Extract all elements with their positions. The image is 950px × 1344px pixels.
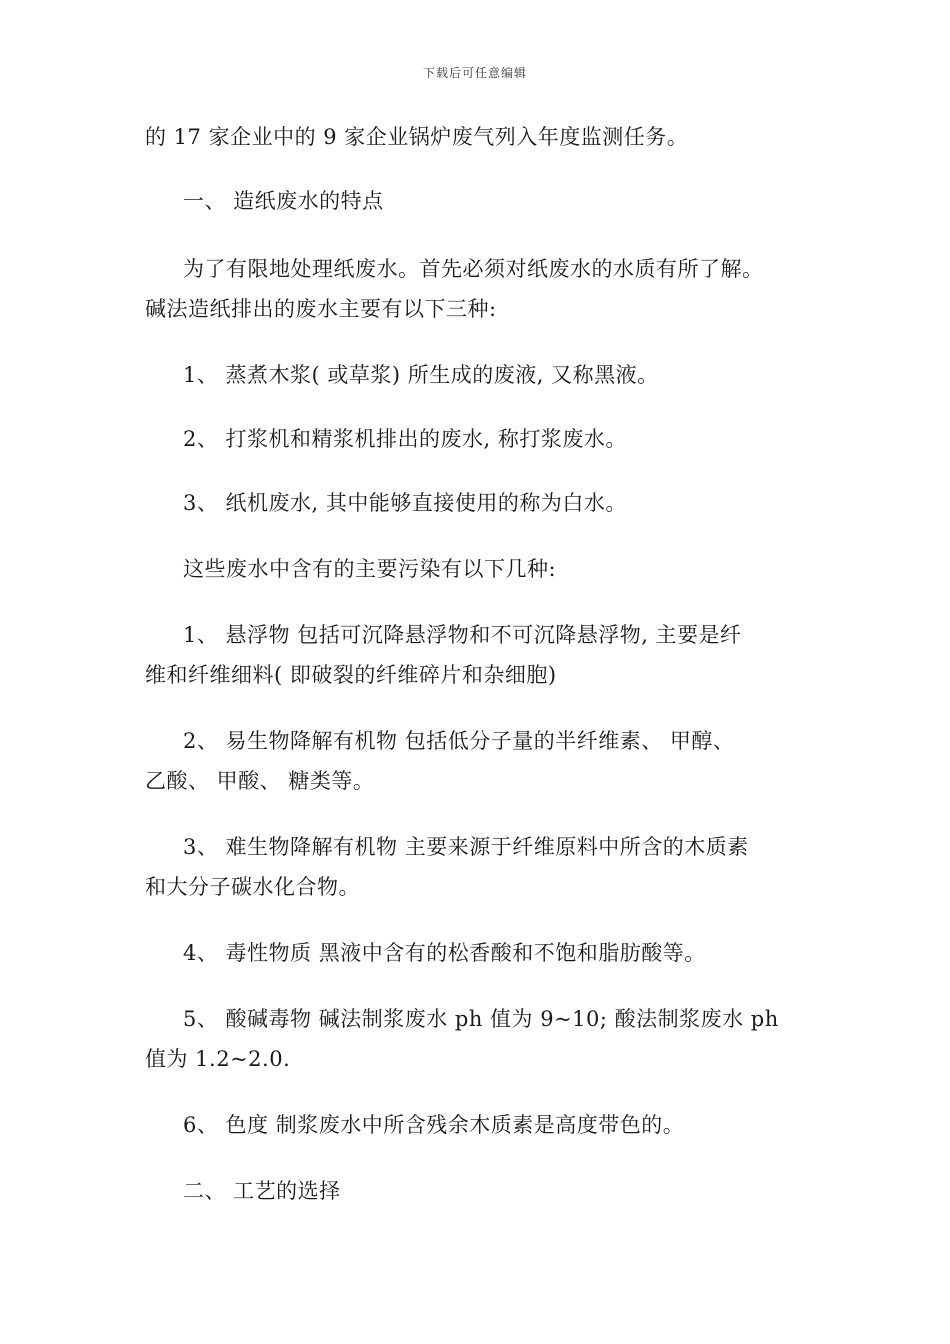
pollutant-item-2: 2、 易生物降解有机物 包括低分子量的半纤维素、 甲醇、 <box>183 729 735 753</box>
pollutant-item-5: 5、 酸碱毒物 碱法制浆废水 ph 值为 9~10; 酸法制浆废水 ph <box>183 1007 779 1031</box>
text-line-8: 这些废水中含有的主要污染有以下几种: <box>183 557 557 581</box>
text-line-1: 的 17 家企业中的 9 家企业锅炉废气列入年度监测任务。 <box>145 125 689 149</box>
list-item-3: 3、 纸机废水, 其中能够直接使用的称为白水。 <box>183 491 627 515</box>
list-item-2: 2、 打浆机和精浆机排出的废水, 称打浆废水。 <box>183 427 627 451</box>
pollutant-item-3: 3、 难生物降解有机物 主要来源于纤维原料中所含的木质素 <box>183 835 749 859</box>
section-heading-1: 一、 造纸废水的特点 <box>183 189 384 213</box>
pollutant-item-1-cont: 维和纤维细料( 即破裂的纤维碎片和杂细胞) <box>145 663 557 687</box>
page-header: 下载后可任意编辑 <box>422 66 527 80</box>
text-line-3: 为了有限地处理纸废水。首先必须对纸废水的水质有所了解。 <box>183 257 764 281</box>
pollutant-item-1: 1、 悬浮物 包括可沉降悬浮物和不可沉降悬浮物, 主要是纤 <box>183 623 742 647</box>
list-item-1: 1、 蒸煮木浆( 或草浆) 所生成的废液, 又称黑液。 <box>183 363 659 387</box>
pollutant-item-3-cont: 和大分子碳水化合物。 <box>145 875 360 899</box>
pollutant-item-5-cont: 值为 1.2~2.0. <box>145 1047 291 1071</box>
text-line-4: 碱法造纸排出的废水主要有以下三种: <box>145 297 497 321</box>
pollutant-item-6: 6、 色度 制浆废水中所含残余木质素是高度带色的。 <box>183 1113 685 1137</box>
section-heading-2: 二、 工艺的选择 <box>183 1179 341 1203</box>
pollutant-item-4: 4、 毒性物质 黑液中含有的松香酸和不饱和脂肪酸等。 <box>183 941 706 965</box>
pollutant-item-2-cont: 乙酸、 甲酸、 糖类等。 <box>145 769 375 793</box>
